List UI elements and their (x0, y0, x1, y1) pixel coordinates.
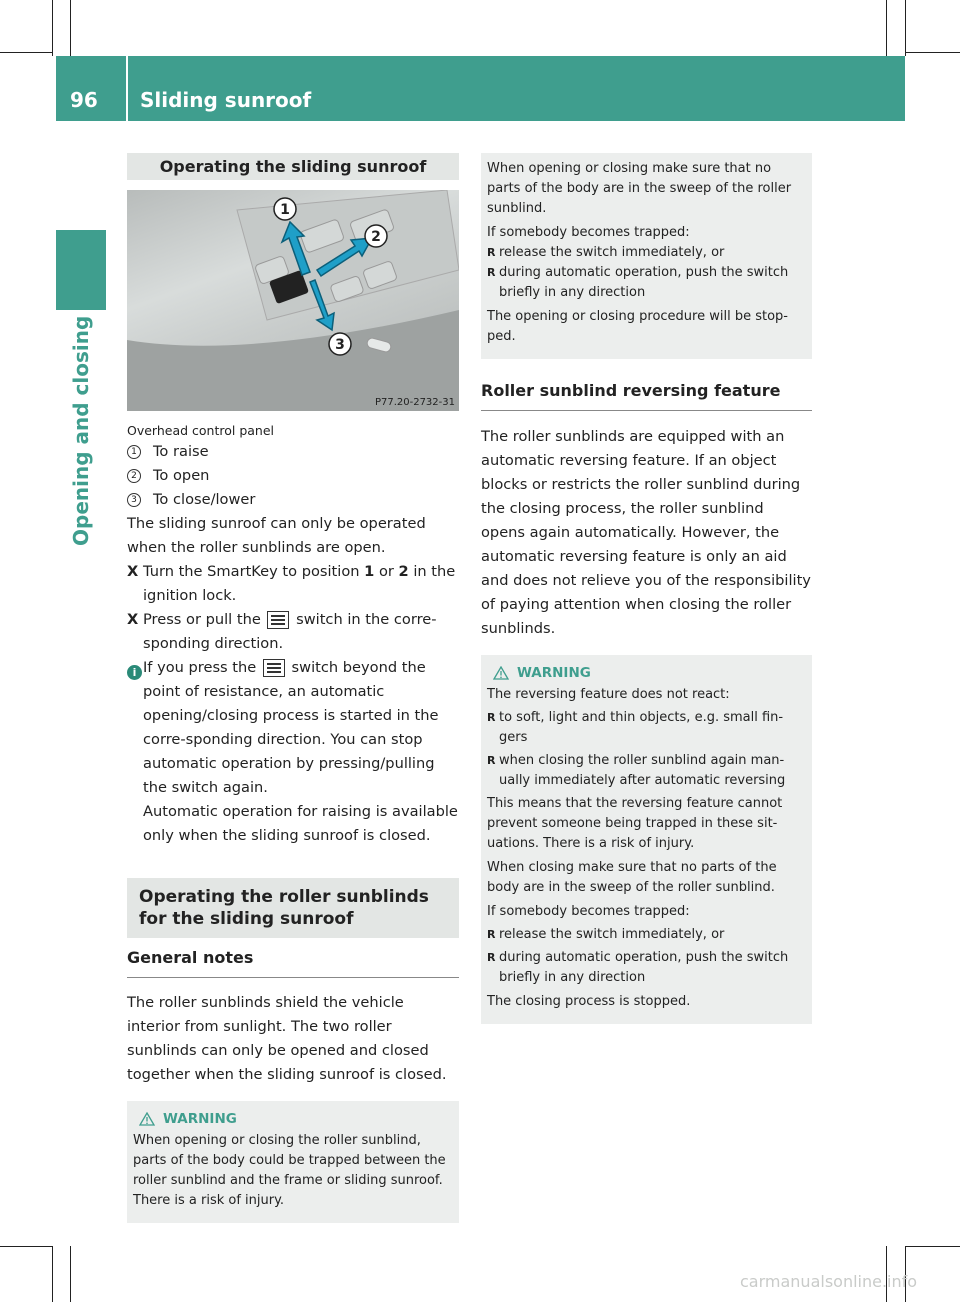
crop-mark (70, 0, 71, 56)
sunroof-switch-icon (267, 611, 289, 629)
info-note: i If you press the switch beyond the point of resistance, an automatic opening/closing process is started in the corre-sponding direction. You can stop automatic operation by pressing/pulling the switch again. Automatic operation for raising is available only when the sliding sunroof is closed. (127, 656, 459, 848)
warning-text: If somebody becomes trapped: (487, 904, 690, 919)
overhead-panel-figure (127, 190, 459, 411)
chapter-label: Opening and closing (69, 315, 93, 546)
warning-text: The reversing feature does not react: (487, 687, 730, 702)
crop-mark (905, 52, 960, 53)
right-column (481, 153, 812, 1024)
page-number: 96 (70, 88, 98, 112)
warning-text: The closing process is stopped. (487, 994, 691, 1009)
intro-paragraph: The sliding sunroof can only be operated when the roller sunblinds are open. (127, 515, 426, 556)
note-box (481, 153, 812, 359)
legend-text: To raise (153, 443, 209, 460)
crop-mark (70, 1246, 71, 1302)
bullet-item: R release the switch immediately, or (487, 927, 725, 942)
warning-box (127, 1101, 459, 1223)
subsection-title: General notes (127, 948, 459, 978)
info-followup: Automatic operation for raising is available only when the sliding sunroof is closed. (143, 803, 458, 844)
figure-code: P77.20-2732-31 (374, 397, 455, 408)
crop-mark (52, 1246, 53, 1302)
crop-mark (0, 52, 52, 53)
note-text: If somebody becomes trapped: (487, 225, 690, 240)
note-text: The opening or closing procedure will be stop-ped. (487, 309, 788, 344)
chapter-tab (56, 230, 106, 310)
watermark: carmanualsonline.info (740, 1272, 918, 1291)
section-heading: Operating the roller sunblinds for the sliding sunroof (127, 878, 459, 938)
subsection-title: Roller sunblind reversing feature (481, 381, 812, 411)
step-marker: X (127, 611, 139, 628)
warning-box (481, 655, 812, 1024)
warning-text: When closing make sure that no parts of the body are in the sweep of the roller sunblind. (487, 860, 777, 895)
sunroof-switch-icon (263, 659, 285, 677)
crop-mark (905, 1246, 960, 1247)
legend-number: 2 (127, 469, 141, 483)
warning-title: WARNING (517, 665, 591, 681)
section-heading: Operating the sliding sunroof (127, 153, 459, 180)
warning-title: WARNING (163, 1111, 237, 1127)
header-divider (126, 56, 128, 121)
legend-item (127, 440, 459, 464)
bullet-item: R release the switch immediately, or (487, 245, 725, 260)
callout-2: 2 (371, 229, 381, 245)
legend-item (127, 464, 459, 488)
crop-mark (52, 0, 53, 56)
warning-icon (139, 1112, 155, 1126)
legend-number: 3 (127, 493, 141, 507)
instruction-step: X Press or pull the switch in the corre-sponding direction. (127, 608, 459, 656)
figure-caption: Overhead control panel (127, 423, 275, 438)
bullet-item: R during automatic operation, push the switch briefly in any direction (487, 950, 789, 985)
step-marker: X (127, 563, 139, 580)
info-icon: i (127, 665, 142, 680)
legend-text: To close/lower (153, 491, 256, 508)
bullet-item: R during automatic operation, push the switch briefly in any direction (487, 265, 789, 300)
callout-1: 1 (280, 202, 290, 218)
crop-mark (886, 0, 887, 56)
warning-text: When opening or closing the roller sunblind, parts of the body could be trapped between the roller sunblind and the frame or sliding sunroof. There is a risk of injury. (133, 1133, 446, 1208)
instruction-step: X Turn the SmartKey to position 1 or 2 in the ignition lock. (127, 560, 459, 608)
page-title: Sliding sunroof (140, 88, 312, 112)
callout-3: 3 (335, 337, 345, 353)
reversing-text: The roller sunblinds are equipped with an automatic reversing feature. If an object blocks or restricts the roller sunblind during the closing process, the roller sunblind opens again automatically. However, the automatic reversing feature is only an aid and does not relieve you of the responsibility of paying attention when closing the roller sunblinds. (481, 428, 811, 637)
warning-icon (493, 666, 509, 680)
bullet-item: R when closing the roller sunblind again man-ually immediately after automatic reversing (487, 753, 786, 788)
legend-number: 1 (127, 445, 141, 459)
bullet-item: R to soft, light and thin objects, e.g. small fin-gers (487, 710, 784, 745)
overhead-panel-illustration (127, 190, 459, 411)
crop-mark (0, 1246, 52, 1247)
note-text: When opening or closing make sure that no parts of the body are in the sweep of the roller sunblind. (487, 161, 792, 216)
legend-item (127, 488, 459, 512)
warning-text: This means that the reversing feature cannot prevent someone being trapped in these sit-uations. There is a risk of injury. (487, 796, 783, 851)
left-column (127, 153, 459, 1223)
legend-text: To open (153, 467, 210, 484)
crop-mark (905, 0, 906, 56)
general-notes-text: The roller sunblinds shield the vehicle interior from sunlight. The two roller sunblinds can only be opened and closed together when the sliding sunroof is closed. (127, 994, 447, 1083)
